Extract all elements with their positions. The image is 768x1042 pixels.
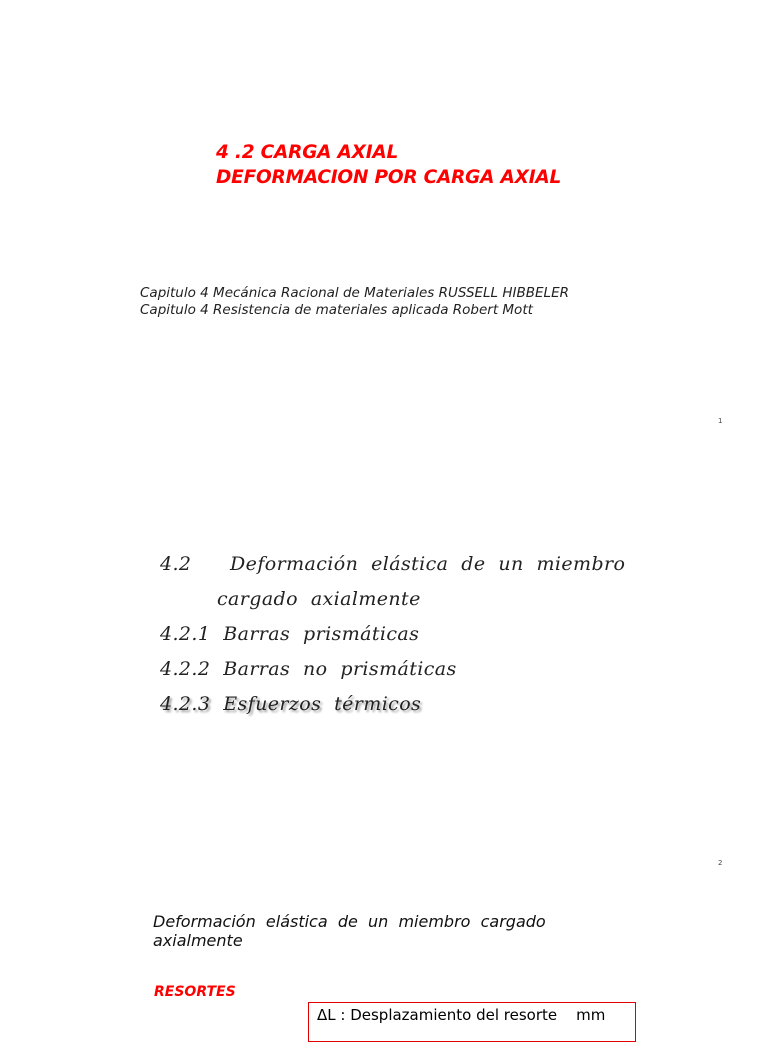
heading-line-2: axialmente (153, 931, 243, 950)
page-number-2: 2 (718, 859, 723, 867)
heading-line-1: Deformación elástica de un miembro cargado (153, 912, 546, 931)
slide3-heading (153, 912, 546, 950)
section-label-resortes: RESORTES (154, 984, 236, 1000)
toc-item-4-2-continued: cargado axialmente (217, 588, 421, 610)
slide1-title (216, 140, 561, 190)
reference-mott: Capitulo 4 Resistencia de materiales aplicada Robert Mott (140, 302, 533, 318)
toc-item-4-2-3: 4.2.3 Esfuerzos térmicos (160, 693, 422, 715)
slide2-contents (160, 548, 625, 723)
toc-item-4-2-2: 4.2.2 Barras no prismáticas (160, 658, 457, 680)
title-line-2: DEFORMACION POR CARGA AXIAL (216, 167, 562, 188)
reference-hibbeler: Capitulo 4 Mecánica Racional de Materiales RUSSELL HIBBELER (140, 285, 569, 301)
definition-box (308, 1002, 636, 1042)
slide1-references (140, 285, 569, 319)
title-line-1: 4 .2 CARGA AXIAL (216, 142, 399, 163)
toc-item-4-2: 4.2 Deformación elástica de un miembro (160, 553, 626, 575)
definition-text: ΔL : Desplazamiento del resorte mm (317, 1006, 606, 1024)
toc-item-4-2-1: 4.2.1 Barras prismáticas (160, 623, 420, 645)
page-number-1: 1 (718, 417, 723, 425)
